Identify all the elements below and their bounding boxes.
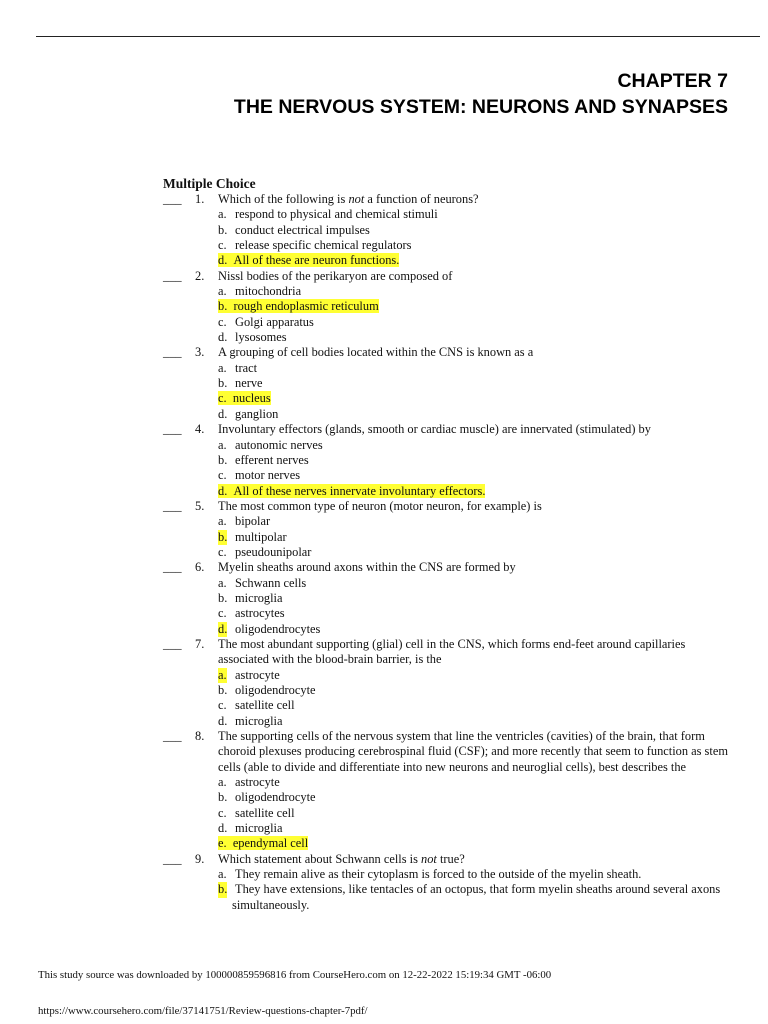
- option-a: [218, 207, 733, 222]
- option-a: [218, 576, 733, 591]
- question-stem: [218, 729, 733, 775]
- stem-text: Myelin sheaths around axons within the CNS are formed by: [218, 560, 516, 575]
- question-stem: [218, 560, 733, 575]
- option-a: [218, 668, 733, 683]
- option-letter: b.: [218, 452, 228, 467]
- answer-highlight: [218, 484, 485, 498]
- question-9: [163, 852, 733, 913]
- option-letter: b.: [218, 376, 228, 391]
- option-text: Golgi apparatus: [235, 314, 314, 329]
- option-a: [218, 361, 733, 376]
- answer-blank[interactable]: ___: [163, 192, 182, 206]
- question-stem: [218, 422, 733, 437]
- question-stem: [218, 499, 733, 514]
- option-d: [218, 253, 733, 268]
- option-letter: c.: [218, 544, 227, 559]
- option-letter: d.: [218, 483, 228, 498]
- option-text: astrocytes: [235, 606, 285, 621]
- stem-text: The most common type of neuron (motor neuron, for example) is: [218, 498, 542, 513]
- chapter-title: THE NERVOUS SYSTEM: NEURONS AND SYNAPSES: [233, 96, 728, 118]
- option-a: [218, 775, 733, 790]
- stem-text: Nissl bodies of the perikaryon are composed of: [218, 268, 453, 283]
- option-letter: d.: [218, 713, 228, 728]
- option-text: pseudounipolar: [235, 544, 312, 559]
- option-letter: b.: [218, 882, 228, 897]
- option-text: They have extensions, like tentacles of an octopus, that form myelin sheaths around several axons simultaneously.: [232, 882, 721, 912]
- option-text: ganglion: [235, 406, 279, 421]
- option-d: [218, 484, 733, 499]
- option-letter: a.: [218, 775, 227, 790]
- option-letter: d.: [218, 253, 228, 268]
- answer-blank[interactable]: ___: [163, 422, 182, 437]
- question-number: 1.: [195, 192, 205, 206]
- option-text: autonomic nerves: [235, 437, 323, 452]
- option-b: [218, 299, 733, 314]
- option-letter: c.: [218, 238, 227, 253]
- question-number: 9.: [195, 851, 205, 866]
- option-letter: c.: [218, 314, 227, 329]
- option-a: [218, 284, 733, 299]
- option-letter: e.: [218, 836, 227, 851]
- question-stem: [218, 637, 733, 668]
- option-text: satellite cell: [235, 698, 295, 713]
- option-letter: c.: [218, 468, 227, 483]
- option-text: nerve: [235, 376, 263, 391]
- option-b: [218, 223, 733, 238]
- option-letter: c.: [218, 606, 227, 621]
- question-6: [163, 560, 733, 637]
- option-letter: d.: [218, 406, 228, 421]
- option-letter: c.: [218, 391, 227, 406]
- answer-blank[interactable]: ___: [163, 498, 182, 513]
- stem-text: The supporting cells of the nervous system that line the ventricles (cavities) of the brain, that form choroid plexuses producing cerebrospinal fluid (CSF); and more recently that seem to function as stem cells (able to divide and differentiate into new neurons and neuroglial cells), best describes the: [218, 729, 728, 774]
- option-letter: a.: [218, 667, 227, 682]
- answer-highlight: [218, 836, 308, 850]
- option-c: [218, 391, 733, 406]
- stem-text-end: true?: [436, 851, 465, 866]
- option-e: [218, 836, 733, 851]
- option-c: [218, 606, 733, 621]
- option-letter: b.: [218, 529, 228, 544]
- option-text: They remain alive as their cytoplasm is forced to the outside of the myelin sheath.: [235, 867, 642, 882]
- option-text: ependymal cell: [232, 836, 309, 851]
- answer-blank[interactable]: ___: [163, 268, 182, 283]
- option-letter: b.: [218, 222, 228, 237]
- option-text: oligodendrocyte: [235, 683, 316, 697]
- option-text: All of these nerves innervate involuntary effectors.: [233, 483, 486, 498]
- option-letter: c.: [218, 698, 227, 713]
- stem-text-end: a function of neurons?: [364, 192, 479, 206]
- answer-blank[interactable]: ___: [163, 560, 182, 575]
- option-letter: b.: [218, 299, 228, 314]
- answer-blank[interactable]: ___: [163, 851, 182, 866]
- option-text: mitochondria: [235, 284, 302, 299]
- option-text: astrocyte: [235, 775, 280, 790]
- option-d: [218, 622, 733, 637]
- option-text: oligodendrocyte: [235, 790, 316, 805]
- option-b: [218, 683, 733, 698]
- option-text: microglia: [235, 590, 283, 605]
- option-text: motor nerves: [235, 468, 301, 483]
- option-d: [218, 821, 733, 836]
- option-letter: a.: [218, 207, 227, 222]
- question-1: [163, 192, 733, 269]
- option-text: respond to physical and chemical stimuli: [235, 207, 438, 222]
- option-text: efferent nerves: [235, 452, 309, 467]
- option-c: [218, 545, 733, 560]
- option-b: [218, 376, 733, 391]
- option-letter: a.: [218, 514, 227, 529]
- option-d: [218, 330, 733, 345]
- question-number: 8.: [195, 729, 205, 744]
- option-text: microglia: [235, 821, 283, 836]
- stem-text: The most abundant supporting (glial) cell in the CNS, which forms end-feet around capillaries associated with the blood-brain barrier, is the: [218, 636, 686, 667]
- option-a: [218, 514, 733, 529]
- option-letter: b.: [218, 790, 228, 805]
- answer-highlight: [218, 391, 271, 405]
- option-d: [218, 407, 733, 422]
- top-rule: [36, 36, 760, 37]
- option-text: Schwann cells: [235, 575, 307, 590]
- option-text: tract: [235, 360, 258, 375]
- option-text: bipolar: [235, 514, 271, 529]
- option-text: rough endoplasmic reticulum: [233, 299, 379, 314]
- question-number: 5.: [195, 498, 205, 513]
- chapter-number: CHAPTER 7: [617, 70, 728, 92]
- answer-highlight: [218, 253, 399, 267]
- question-stem: [218, 192, 733, 207]
- option-text: conduct electrical impulses: [235, 222, 370, 237]
- question-number: 6.: [195, 560, 205, 575]
- option-letter: d.: [218, 621, 228, 636]
- answer-blank[interactable]: ___: [163, 729, 182, 744]
- option-letter: d.: [218, 821, 228, 836]
- option-letter: b.: [218, 683, 228, 697]
- question-number: 7.: [195, 636, 205, 651]
- answer-highlight: [218, 299, 379, 313]
- question-number: 2.: [195, 268, 205, 283]
- option-text: nucleus: [232, 391, 271, 406]
- option-b: [218, 790, 733, 805]
- answer-blank[interactable]: ___: [163, 636, 182, 651]
- option-c: [218, 238, 733, 253]
- question-5: [163, 499, 733, 560]
- option-text: oligodendrocytes: [235, 621, 321, 636]
- option-letter: a.: [218, 575, 227, 590]
- option-text: satellite cell: [235, 805, 295, 820]
- option-letter: a.: [218, 284, 227, 299]
- option-d: [218, 714, 733, 729]
- option-letter: b.: [218, 590, 228, 605]
- question-list: [163, 192, 733, 913]
- option-c: [218, 468, 733, 483]
- footer-source-line: This study source was downloaded by 100000859596816 from CourseHero.com on 12-22-2022 15:19:34 GMT -06:00: [38, 969, 552, 981]
- section-title: Multiple Choice: [163, 176, 256, 191]
- option-text: astrocyte: [235, 667, 280, 682]
- option-letter: a.: [218, 437, 227, 452]
- option-text: microglia: [235, 713, 283, 728]
- option-b: [218, 530, 733, 545]
- question-number: 4.: [195, 422, 205, 437]
- question-3: [163, 345, 733, 422]
- option-letter: a.: [218, 867, 227, 882]
- question-number: 3.: [195, 345, 205, 360]
- option-b: [218, 591, 733, 606]
- stem-text: A grouping of cell bodies located within the CNS is known as a: [218, 345, 534, 360]
- option-text: lysosomes: [235, 330, 287, 345]
- option-c: [218, 315, 733, 330]
- chapter-header: [234, 68, 728, 120]
- option-text: multipolar: [235, 529, 287, 544]
- option-text: release specific chemical regulators: [235, 238, 412, 253]
- question-7: [163, 637, 733, 729]
- option-b: [218, 453, 733, 468]
- option-c: [218, 806, 733, 821]
- question-stem: [218, 345, 733, 360]
- option-b: [218, 882, 733, 913]
- question-4: [163, 422, 733, 499]
- stem-emphasis: not: [348, 192, 365, 206]
- option-letter: a.: [218, 360, 227, 375]
- footer-url[interactable]: https://www.coursehero.com/file/37141751/Review-questions-chapter-7pdf/: [38, 1005, 368, 1017]
- option-letter: d.: [218, 330, 228, 345]
- option-letter: c.: [218, 805, 227, 820]
- stem-text: Which of the following is: [218, 192, 349, 206]
- stem-emphasis: not: [421, 851, 437, 866]
- stem-text: Which statement about Schwann cells is: [218, 851, 422, 866]
- option-a: [218, 438, 733, 453]
- option-a: [218, 867, 733, 882]
- question-stem: [218, 852, 733, 867]
- question-2: [163, 269, 733, 346]
- option-c: [218, 698, 733, 713]
- question-stem: [218, 269, 733, 284]
- option-text: All of these are neuron functions.: [233, 253, 400, 268]
- answer-blank[interactable]: ___: [163, 345, 182, 360]
- question-8: [163, 729, 733, 852]
- stem-text: Involuntary effectors (glands, smooth or cardiac muscle) are innervated (stimulated) by: [218, 422, 651, 437]
